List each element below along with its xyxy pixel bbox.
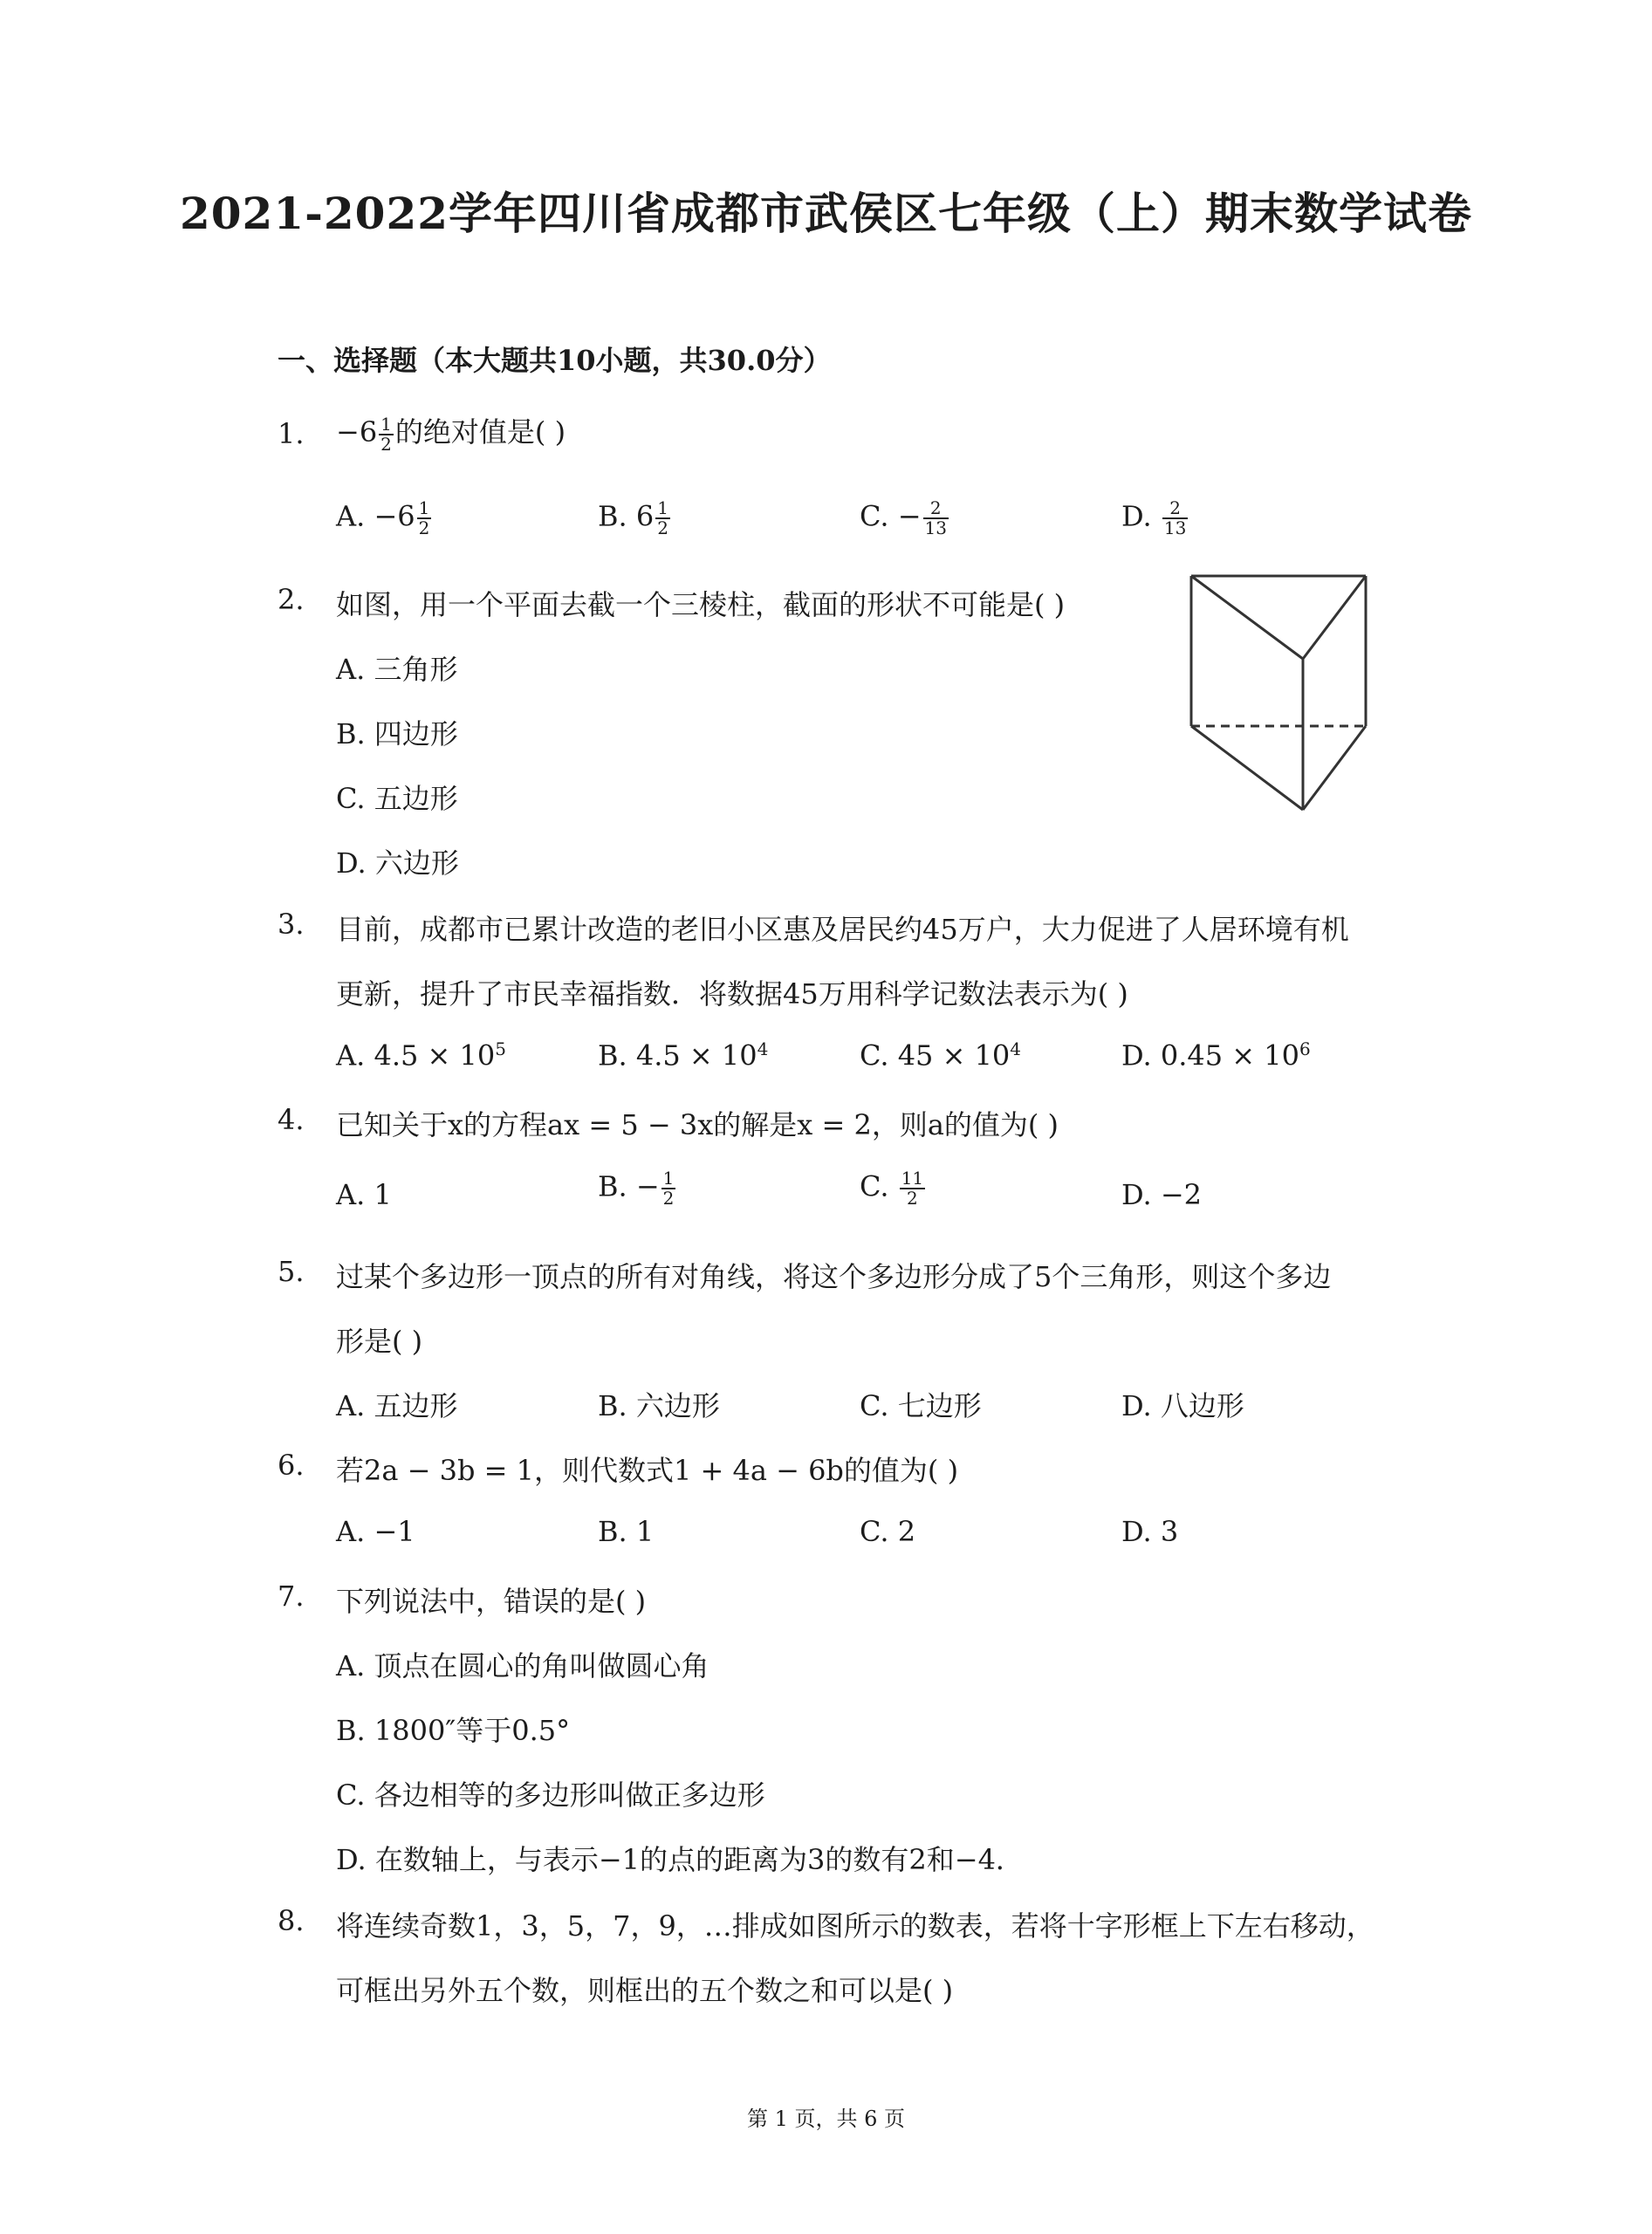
exam-title: 2021-2022学年四川省成都市武侯区七年级（上）期末数学试卷 <box>179 188 1473 239</box>
prism-top-right-edge <box>1303 576 1366 659</box>
question-5-number: 5. <box>278 1255 305 1288</box>
question-1-number: 1. <box>278 417 305 450</box>
question-8-stem-line1: 将连续奇数1，3，5，7，9，…排成如图所示的数表，若将十字形框上下左右移动， <box>336 1909 1374 1943</box>
question-1-option-a: A. −6 $\frac{1}{2}$ <box>336 497 430 538</box>
question-5-option-d: D. 八边形 <box>1121 1389 1244 1422</box>
question-4-option-c: C. $\frac{11}{2}$ <box>860 1168 924 1209</box>
question-7-option-a: A. 顶点在圆心的角叫做圆心角 <box>336 1649 709 1682</box>
question-2-option-c: C. 五边形 <box>336 782 458 815</box>
question-5-stem-line1: 过某个多边形一顶点的所有对角线，将这个多边形分成了5个三角形，则这个多边 <box>336 1260 1332 1293</box>
question-3-stem-line2: 更新，提升了市民幸福指数．将数据45万用科学记数法表示为( ) <box>336 977 1128 1011</box>
question-2-option-d: D. 六边形 <box>336 846 459 880</box>
question-6-option-d: D. 3 <box>1121 1515 1179 1548</box>
question-8-number: 8. <box>278 1904 305 1937</box>
question-3-stem-line1: 目前，成都市已累计改造的老旧小区惠及居民约45万户，大力促进了人居环境有机 <box>336 913 1349 946</box>
question-3-number: 3. <box>278 908 305 941</box>
question-5-option-a: A. 五边形 <box>336 1389 458 1422</box>
fraction: $\frac{1}{2}$ <box>418 497 430 538</box>
fraction: $\frac{1}{2}$ <box>662 1168 675 1209</box>
question-3-option-d: D. $0.45 \times 10^6$ <box>1121 1038 1311 1072</box>
question-2-option-b: B. 四边形 <box>336 717 458 750</box>
question-6-option-b: B. 1 <box>598 1515 655 1548</box>
question-4-option-d: D. −2 <box>1121 1178 1203 1211</box>
prism-bottom-left-edge <box>1191 726 1303 810</box>
question-1-option-c: C. − $\frac{2}{13}$ <box>860 497 947 538</box>
question-7-number: 7. <box>278 1580 305 1613</box>
page-footer: 第 1 页，共 6 页 <box>746 2107 906 2131</box>
prism-top-left-edge <box>1191 576 1303 659</box>
fraction: $\frac{1}{2}$ <box>657 497 668 538</box>
question-3-option-c: C. $45 \times 10^4$ <box>860 1038 1022 1072</box>
question-5-stem-line2: 形是( ) <box>336 1325 423 1358</box>
question-1-option-b: B. 6 $\frac{1}{2}$ <box>598 497 668 538</box>
question-4-number: 4. <box>278 1103 305 1136</box>
question-2-stem: 如图，用一个平面去截一个三棱柱，截面的形状不可能是( ) <box>336 588 1066 621</box>
question-1-stem: −6 $\frac{1}{2}$ 的绝对值是( ) <box>336 413 566 455</box>
question-3-option-a: A. $4.5 \times 10^5$ <box>336 1038 506 1072</box>
question-3-option-b: B. $4.5 \times 10^4$ <box>598 1038 769 1072</box>
question-8-stem-line2: 可框出另外五个数，则框出的五个数之和可以是( ) <box>336 1974 954 2007</box>
question-7-stem: 下列说法中，错误的是( ) <box>336 1585 647 1618</box>
question-4-stem: 已知关于x的方程ax = 5 − 3x的解是x = 2，则a的值为( ) <box>336 1108 1059 1141</box>
question-5-option-b: B. 六边形 <box>598 1389 720 1422</box>
question-7-option-b: B. 1800″等于0.5° <box>336 1714 571 1747</box>
question-1-option-d: D. $\frac{2}{13}$ <box>1121 497 1187 538</box>
prism-bottom-right-edge <box>1303 726 1366 810</box>
question-6-option-c: C. 2 <box>860 1515 916 1548</box>
fraction: $\frac{1}{2}$ <box>380 413 392 455</box>
question-6-number: 6. <box>278 1449 305 1482</box>
fraction: $\frac{2}{13}$ <box>924 497 947 538</box>
fraction: $\frac{2}{13}$ <box>1163 497 1187 538</box>
question-2-number: 2. <box>278 583 305 616</box>
question-7-option-d: D. 在数轴上，与表示−1的点的距离为3的数有2和−4． <box>336 1843 1024 1876</box>
question-7-option-c: C. 各边相等的多边形叫做正多边形 <box>336 1778 765 1812</box>
question-6-stem: 若2a − 3b = 1，则代数式1 + 4a − 6b的值为( ) <box>336 1454 959 1487</box>
question-4-option-a: A. 1 <box>336 1178 392 1211</box>
triangular-prism-figure <box>1178 567 1379 820</box>
fraction: $\frac{11}{2}$ <box>901 1168 924 1209</box>
question-6-option-a: A. −1 <box>336 1515 415 1548</box>
question-2-option-a: A. 三角形 <box>336 653 458 686</box>
question-5-option-c: C. 七边形 <box>860 1389 982 1422</box>
question-4-option-b: B. − $\frac{1}{2}$ <box>598 1168 675 1209</box>
section-heading: 一、选择题（本大题共10小题，共30.0分） <box>278 344 832 377</box>
